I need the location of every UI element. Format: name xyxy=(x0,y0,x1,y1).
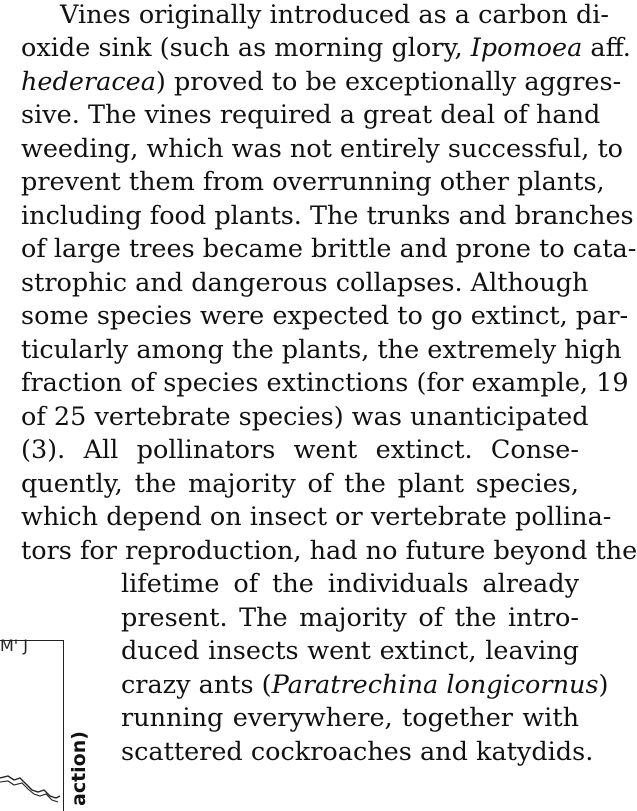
text-line: sive. The vines required a great deal of hand xyxy=(21,100,601,130)
text-line: duced insects went extinct, leaving xyxy=(121,636,579,666)
text-line: including food plants. The trunks and branches xyxy=(21,201,634,231)
text-line: prevent them from overrunning other plants, xyxy=(21,167,605,197)
text-line: present. The majority of the intro- xyxy=(121,603,579,633)
figure-y-axis-label: action) xyxy=(68,731,90,806)
text-line: scattered cockroaches and katydids. xyxy=(121,737,594,767)
text-line: crazy ants (Paratrechina longicornus) xyxy=(121,670,609,700)
text-line: quently, the majority of the plant species, xyxy=(21,469,579,499)
text-line: weeding, which was not entirely successful, to xyxy=(21,134,624,164)
text-line: of large trees became brittle and prone to cata- xyxy=(21,234,637,264)
figure-tick-labels: M' J xyxy=(0,636,29,655)
text-line: of 25 vertebrate species) was unanticipated xyxy=(21,402,589,432)
text-line: running everywhere, together with xyxy=(121,703,579,733)
text-line: tors for reproduction, had no future beyond the xyxy=(21,536,637,566)
text-line: which depend on insect or vertebrate pollina- xyxy=(21,502,612,532)
text-line: hederacea) proved to be exceptionally aggres- xyxy=(21,67,622,97)
figure-trace xyxy=(0,760,62,806)
text-line: strophic and dangerous collapses. Although xyxy=(21,268,589,298)
text-line: ticularly among the plants, the extremely high xyxy=(21,335,622,365)
text-line: some species were expected to go extinct, par- xyxy=(21,301,629,331)
text-line: Vines originally introduced as a carbon di- xyxy=(60,0,610,30)
text-line: oxide sink (such as morning glory, Ipomoea aff. xyxy=(21,33,631,63)
text-line: lifetime of the individuals already xyxy=(121,569,579,599)
text-line: (3). All pollinators went extinct. Conse- xyxy=(21,435,579,465)
text-line: fraction of species extinctions (for example, 19 xyxy=(21,368,629,398)
